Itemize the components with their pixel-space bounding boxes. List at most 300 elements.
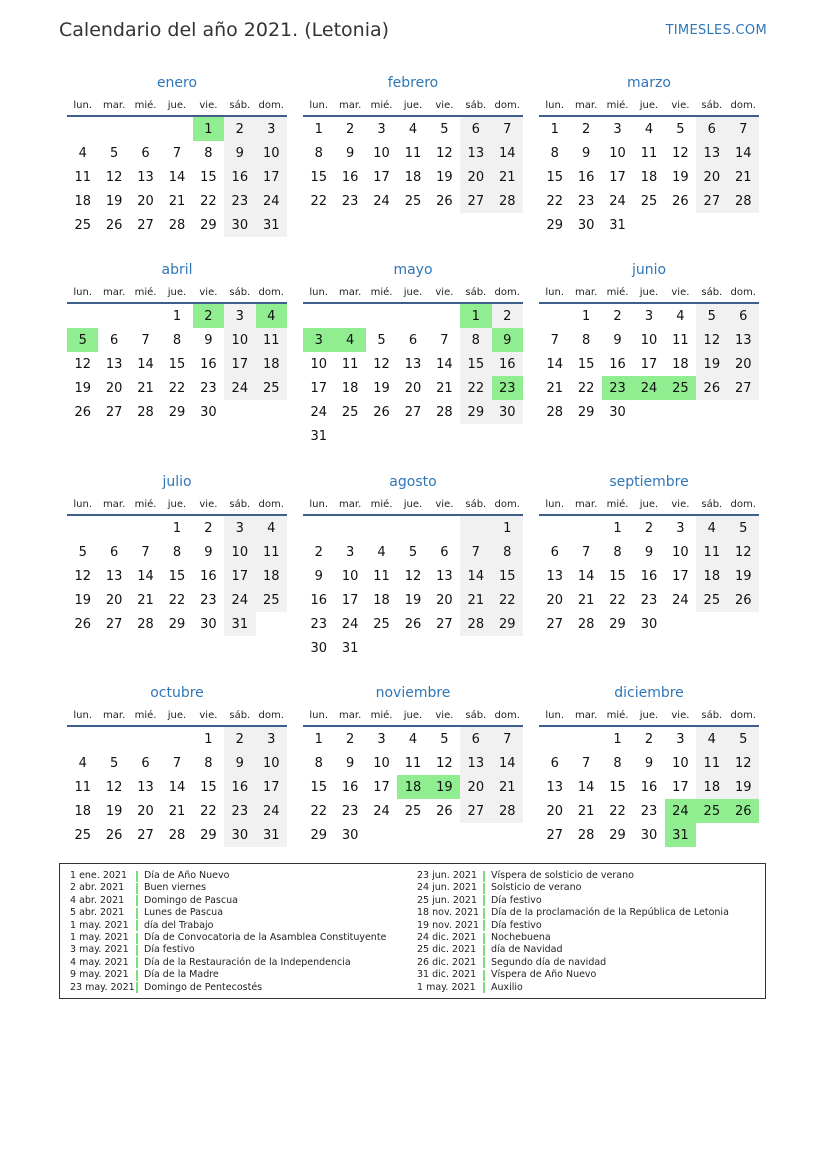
day-cell: 29	[609, 616, 626, 632]
day-cell: 25	[696, 588, 727, 612]
legend-entry	[70, 957, 417, 969]
day-cell: 14	[728, 141, 759, 165]
legend-holiday-name: Domingo de Pentecostés	[144, 981, 263, 993]
day-cell: 24	[310, 404, 327, 420]
day-cell: 16	[609, 356, 626, 372]
legend-marker-icon	[483, 920, 485, 931]
empty-cell	[130, 117, 161, 141]
weekday-label: jue.	[167, 498, 187, 510]
day-cell: 9	[204, 332, 213, 348]
holiday-day-cell: 9	[492, 328, 523, 352]
day-cell: 17	[672, 568, 689, 584]
day-grid	[67, 304, 287, 424]
day-cell: 7	[581, 755, 591, 771]
weekday-header	[539, 494, 759, 516]
weekday-label: lun.	[73, 709, 93, 721]
weekday-label: mar.	[103, 286, 126, 298]
day-cell: 14	[137, 356, 154, 372]
day-cell: 9	[224, 751, 255, 775]
day-cell: 21	[137, 592, 154, 608]
day-cell: 12	[436, 755, 453, 771]
day-cell: 2	[224, 117, 255, 141]
weekday-label: sáb.	[701, 99, 723, 111]
day-cell: 16	[577, 169, 595, 185]
weekday-header	[67, 705, 287, 727]
day-cell: 15	[609, 568, 626, 584]
day-cell: 8	[204, 145, 213, 161]
empty-cell	[429, 304, 460, 328]
day-cell: 9	[314, 568, 323, 584]
weekday-header	[67, 494, 287, 516]
weekday-label: sáb.	[701, 286, 723, 298]
legend-date: 25 dic. 2021	[417, 944, 477, 956]
day-cell: 3	[224, 516, 255, 540]
day-cell: 17	[672, 779, 689, 795]
empty-cell	[303, 304, 334, 328]
weekday-label: mar.	[575, 286, 598, 298]
day-cell: 29	[200, 217, 217, 233]
weekday-label: mié.	[134, 286, 157, 298]
day-cell: 31	[224, 612, 255, 636]
day-cell: 11	[74, 169, 91, 185]
day-cell: 7	[460, 540, 491, 564]
day-cell: 18	[696, 564, 727, 588]
legend-holiday-name: día del Trabajo	[144, 919, 214, 931]
day-cell: 8	[581, 332, 591, 348]
legend-marker-icon	[483, 982, 485, 993]
day-cell: 30	[640, 616, 658, 632]
legend-holiday-name: Víspera de solsticio de verano	[491, 870, 634, 881]
weekday-label: mié.	[134, 99, 157, 111]
day-cell: 24	[672, 592, 689, 608]
day-cell: 6	[550, 544, 559, 560]
empty-cell	[429, 516, 460, 540]
day-cell: 7	[440, 332, 449, 348]
day-cell: 3	[256, 727, 287, 751]
day-cell: 23	[640, 592, 658, 608]
day-cell: 11	[404, 145, 422, 161]
day-cell: 16	[224, 775, 255, 799]
day-cell: 14	[168, 779, 186, 795]
weekday-label: sáb.	[465, 99, 487, 111]
legend-date: 26 dic. 2021	[417, 956, 477, 968]
day-cell: 28	[137, 404, 154, 420]
day-cell: 2	[224, 727, 255, 751]
day-cell: 13	[460, 141, 491, 165]
day-cell: 5	[78, 544, 87, 560]
day-cell: 12	[105, 779, 123, 795]
day-cell: 25	[256, 376, 287, 400]
weekday-label: sáb.	[465, 286, 487, 298]
month-3	[67, 260, 287, 424]
holiday-day-cell: 2	[193, 304, 224, 328]
day-cell: 1	[204, 731, 213, 747]
day-cell: 21	[728, 165, 759, 189]
day-grid	[539, 727, 759, 847]
day-cell: 15	[492, 564, 523, 588]
day-cell: 12	[728, 540, 759, 564]
day-cell: 15	[546, 169, 563, 185]
holiday-day-cell: 4	[334, 328, 365, 352]
day-cell: 6	[408, 332, 418, 348]
day-cell: 3	[377, 121, 386, 137]
legend-marker-icon	[483, 908, 485, 919]
day-cell: 3	[377, 731, 386, 747]
legend-marker-icon	[136, 970, 138, 981]
day-cell: 28	[436, 404, 453, 420]
day-cell: 5	[109, 145, 119, 161]
day-cell: 5	[377, 332, 386, 348]
day-cell: 20	[546, 803, 563, 819]
legend-holiday-name: Día festivo	[144, 944, 195, 956]
day-cell: 18	[696, 775, 727, 799]
weekday-label: jue.	[403, 709, 423, 721]
weekday-label: mié.	[370, 498, 393, 510]
empty-cell	[98, 516, 129, 540]
weekday-label: mié.	[370, 99, 393, 111]
weekday-label: lun.	[545, 709, 565, 721]
day-cell: 9	[644, 755, 654, 771]
day-cell: 15	[200, 169, 217, 185]
weekday-label: lun.	[309, 99, 329, 111]
day-cell: 31	[341, 640, 359, 656]
day-cell: 21	[577, 803, 595, 819]
day-cell: 10	[373, 145, 390, 161]
day-cell: 1	[550, 121, 559, 137]
day-cell: 31	[256, 213, 287, 237]
legend-date: 1 may. 2021	[70, 931, 129, 943]
day-cell: 14	[137, 568, 154, 584]
day-cell: 21	[168, 803, 186, 819]
legend-marker-icon	[483, 970, 485, 981]
day-cell: 12	[404, 568, 422, 584]
day-cell: 8	[204, 755, 213, 771]
empty-cell	[570, 516, 601, 540]
weekday-label: dom.	[730, 99, 756, 111]
empty-cell	[98, 304, 129, 328]
legend-holiday-name: Solsticio de verano	[491, 882, 582, 894]
weekday-label: dom.	[494, 709, 520, 721]
day-cell: 10	[224, 540, 255, 564]
day-cell: 14	[577, 568, 595, 584]
day-cell: 10	[256, 141, 287, 165]
weekday-label: vie.	[435, 498, 454, 510]
day-cell: 24	[256, 189, 287, 213]
day-cell: 6	[696, 117, 727, 141]
month-name: febrero	[387, 75, 439, 91]
day-cell: 6	[109, 544, 119, 560]
weekday-label: vie.	[671, 286, 690, 298]
legend-entry	[70, 895, 417, 907]
day-cell: 2	[613, 308, 622, 324]
holiday-day-cell: 5	[67, 328, 98, 352]
day-cell: 7	[550, 332, 559, 348]
day-cell: 15	[310, 779, 327, 795]
weekday-label: jue.	[403, 99, 423, 111]
day-cell: 5	[440, 731, 449, 747]
day-cell: 29	[492, 612, 523, 636]
day-cell: 5	[408, 544, 418, 560]
weekday-label: sáb.	[229, 286, 251, 298]
legend-marker-icon	[483, 871, 485, 882]
weekday-label: dom.	[730, 709, 756, 721]
day-cell: 11	[404, 755, 422, 771]
month-name: agosto	[389, 474, 437, 490]
day-cell: 22	[460, 376, 491, 400]
weekday-label: jue.	[639, 709, 659, 721]
day-cell: 29	[200, 827, 217, 843]
day-grid	[303, 117, 523, 213]
day-cell: 8	[172, 544, 182, 560]
legend-holiday-name: día de Navidad	[491, 944, 563, 956]
weekday-label: mar.	[575, 709, 598, 721]
day-grid	[539, 117, 759, 237]
day-cell: 31	[609, 217, 626, 233]
legend-entry	[417, 870, 729, 882]
day-cell: 20	[460, 775, 491, 799]
legend-entry	[70, 969, 417, 981]
weekday-label: lun.	[73, 498, 93, 510]
day-cell: 11	[256, 328, 287, 352]
day-grid	[67, 727, 287, 847]
day-cell: 20	[105, 592, 123, 608]
day-cell: 28	[168, 827, 186, 843]
day-grid	[539, 516, 759, 636]
empty-cell	[539, 727, 570, 751]
day-cell: 17	[224, 564, 255, 588]
legend-marker-icon	[483, 933, 485, 944]
legend-holiday-name: Nochebuena	[491, 931, 551, 943]
weekday-label: mié.	[606, 99, 629, 111]
weekday-label: dom.	[494, 99, 520, 111]
weekday-label: dom.	[730, 286, 756, 298]
legend-date: 1 may. 2021	[70, 919, 129, 931]
day-cell: 20	[436, 592, 453, 608]
day-cell: 11	[74, 779, 91, 795]
day-cell: 18	[640, 169, 658, 185]
day-cell: 30	[577, 217, 595, 233]
day-cell: 27	[137, 217, 154, 233]
day-grid	[67, 117, 287, 237]
legend-entry	[70, 907, 417, 919]
legend-marker-icon	[136, 982, 138, 993]
brand-link[interactable]: TIMESLES.COM	[665, 23, 767, 38]
day-cell: 19	[74, 592, 91, 608]
legend-marker-icon	[483, 945, 485, 956]
day-cell: 8	[613, 755, 622, 771]
day-cell: 6	[109, 332, 119, 348]
day-cell: 18	[74, 193, 91, 209]
day-cell: 22	[492, 588, 523, 612]
empty-cell	[539, 304, 570, 328]
day-cell: 28	[546, 404, 563, 420]
empty-cell	[67, 727, 98, 751]
day-cell: 31	[310, 428, 327, 444]
legend-date: 19 nov. 2021	[417, 919, 480, 931]
day-cell: 8	[492, 540, 523, 564]
weekday-label: vie.	[435, 99, 454, 111]
day-cell: 21	[460, 588, 491, 612]
day-cell: 15	[460, 352, 491, 376]
day-cell: 9	[613, 332, 622, 348]
legend-entry	[417, 957, 729, 969]
day-cell: 28	[577, 616, 595, 632]
empty-cell	[397, 516, 428, 540]
day-cell: 3	[613, 121, 622, 137]
weekday-label: lun.	[545, 99, 565, 111]
legend-date: 9 may. 2021	[70, 969, 129, 981]
day-cell: 28	[492, 189, 523, 213]
day-cell: 13	[105, 356, 123, 372]
day-cell: 18	[341, 380, 359, 396]
day-grid	[303, 304, 523, 448]
day-cell: 7	[492, 117, 523, 141]
day-cell: 22	[310, 803, 327, 819]
day-cell: 2	[345, 731, 355, 747]
month-4	[303, 260, 523, 448]
empty-cell	[366, 516, 397, 540]
day-cell: 9	[581, 145, 591, 161]
legend-holiday-name: Día de la proclamación de la República de Letonia	[491, 907, 729, 919]
weekday-label: sáb.	[701, 498, 723, 510]
empty-cell	[98, 117, 129, 141]
day-cell: 17	[256, 165, 287, 189]
day-cell: 3	[224, 304, 255, 328]
day-cell: 13	[436, 568, 453, 584]
legend-entry	[70, 920, 417, 932]
day-cell: 21	[577, 592, 595, 608]
month-6	[67, 472, 287, 636]
day-cell: 26	[74, 404, 91, 420]
day-cell: 13	[137, 169, 154, 185]
weekday-label: dom.	[730, 498, 756, 510]
legend-marker-icon	[483, 895, 485, 906]
legend-date: 23 may. 2021	[70, 981, 135, 993]
legend-date: 24 dic. 2021	[417, 931, 477, 943]
month-name: mayo	[393, 262, 433, 278]
day-cell: 16	[341, 169, 359, 185]
month-name: noviembre	[375, 685, 451, 701]
day-cell: 22	[546, 193, 563, 209]
legend-entry	[70, 944, 417, 956]
weekday-label: lun.	[545, 286, 565, 298]
day-cell: 4	[408, 731, 418, 747]
day-cell: 13	[696, 141, 727, 165]
weekday-label: lun.	[73, 286, 93, 298]
day-cell: 29	[546, 217, 563, 233]
legend-entry	[70, 882, 417, 894]
day-grid	[303, 516, 523, 660]
day-cell: 2	[204, 520, 213, 536]
day-cell: 30	[200, 616, 217, 632]
day-cell: 15	[577, 356, 595, 372]
day-cell: 30	[640, 827, 658, 843]
day-cell: 30	[200, 404, 217, 420]
legend-marker-icon	[136, 883, 138, 894]
day-cell: 6	[728, 304, 759, 328]
day-cell: 6	[141, 755, 150, 771]
day-cell: 30	[224, 823, 255, 847]
weekday-label: mar.	[339, 99, 362, 111]
day-cell: 27	[404, 404, 422, 420]
day-cell: 8	[314, 145, 323, 161]
day-cell: 16	[640, 568, 658, 584]
legend-column-left	[70, 870, 417, 992]
holiday-day-cell: 24	[665, 799, 696, 823]
holiday-day-cell: 1	[193, 117, 224, 141]
day-cell: 17	[310, 380, 327, 396]
weekday-label: sáb.	[229, 99, 251, 111]
day-cell: 12	[74, 356, 91, 372]
weekday-label: dom.	[258, 286, 284, 298]
weekday-label: mar.	[103, 99, 126, 111]
weekday-label: jue.	[403, 498, 423, 510]
day-cell: 24	[224, 376, 255, 400]
day-cell: 30	[609, 404, 626, 420]
day-cell: 11	[341, 356, 359, 372]
day-cell: 22	[577, 380, 595, 396]
day-cell: 1	[172, 520, 182, 536]
legend-holiday-name: Día de Año Nuevo	[144, 870, 230, 881]
month-8	[539, 472, 759, 636]
day-cell: 8	[613, 544, 622, 560]
empty-cell	[334, 516, 365, 540]
weekday-label: mar.	[103, 709, 126, 721]
day-cell: 22	[168, 380, 186, 396]
day-grid	[539, 304, 759, 424]
legend-entry	[417, 982, 729, 994]
legend-date: 1 may. 2021	[417, 981, 476, 993]
day-cell: 17	[609, 169, 626, 185]
day-cell: 16	[492, 352, 523, 376]
legend-holiday-name: Segundo día de navidad	[491, 956, 607, 968]
weekday-label: mié.	[606, 709, 629, 721]
weekday-label: lun.	[309, 709, 329, 721]
day-cell: 26	[404, 616, 422, 632]
day-cell: 7	[141, 332, 150, 348]
day-cell: 20	[137, 803, 154, 819]
day-cell: 12	[436, 145, 453, 161]
day-cell: 18	[672, 356, 689, 372]
day-cell: 26	[105, 827, 123, 843]
empty-cell	[130, 304, 161, 328]
day-cell: 18	[373, 592, 390, 608]
day-cell: 2	[314, 544, 323, 560]
day-cell: 5	[440, 121, 449, 137]
day-cell: 25	[74, 217, 91, 233]
day-cell: 7	[492, 727, 523, 751]
weekday-header	[539, 705, 759, 727]
weekday-label: mié.	[606, 286, 629, 298]
weekday-header	[303, 95, 523, 117]
weekday-label: sáb.	[465, 498, 487, 510]
weekday-label: mar.	[339, 286, 362, 298]
weekday-label: mar.	[575, 99, 598, 111]
weekday-label: dom.	[494, 498, 520, 510]
day-cell: 24	[224, 588, 255, 612]
month-1	[303, 73, 523, 213]
day-cell: 28	[460, 612, 491, 636]
day-cell: 25	[640, 193, 658, 209]
day-cell: 12	[373, 356, 390, 372]
day-cell: 14	[492, 141, 523, 165]
legend-holiday-name: Día festivo	[491, 919, 542, 931]
day-cell: 10	[224, 328, 255, 352]
day-cell: 22	[200, 803, 217, 819]
day-cell: 18	[404, 169, 422, 185]
day-cell: 26	[74, 616, 91, 632]
legend-date: 5 abr. 2021	[70, 907, 125, 919]
